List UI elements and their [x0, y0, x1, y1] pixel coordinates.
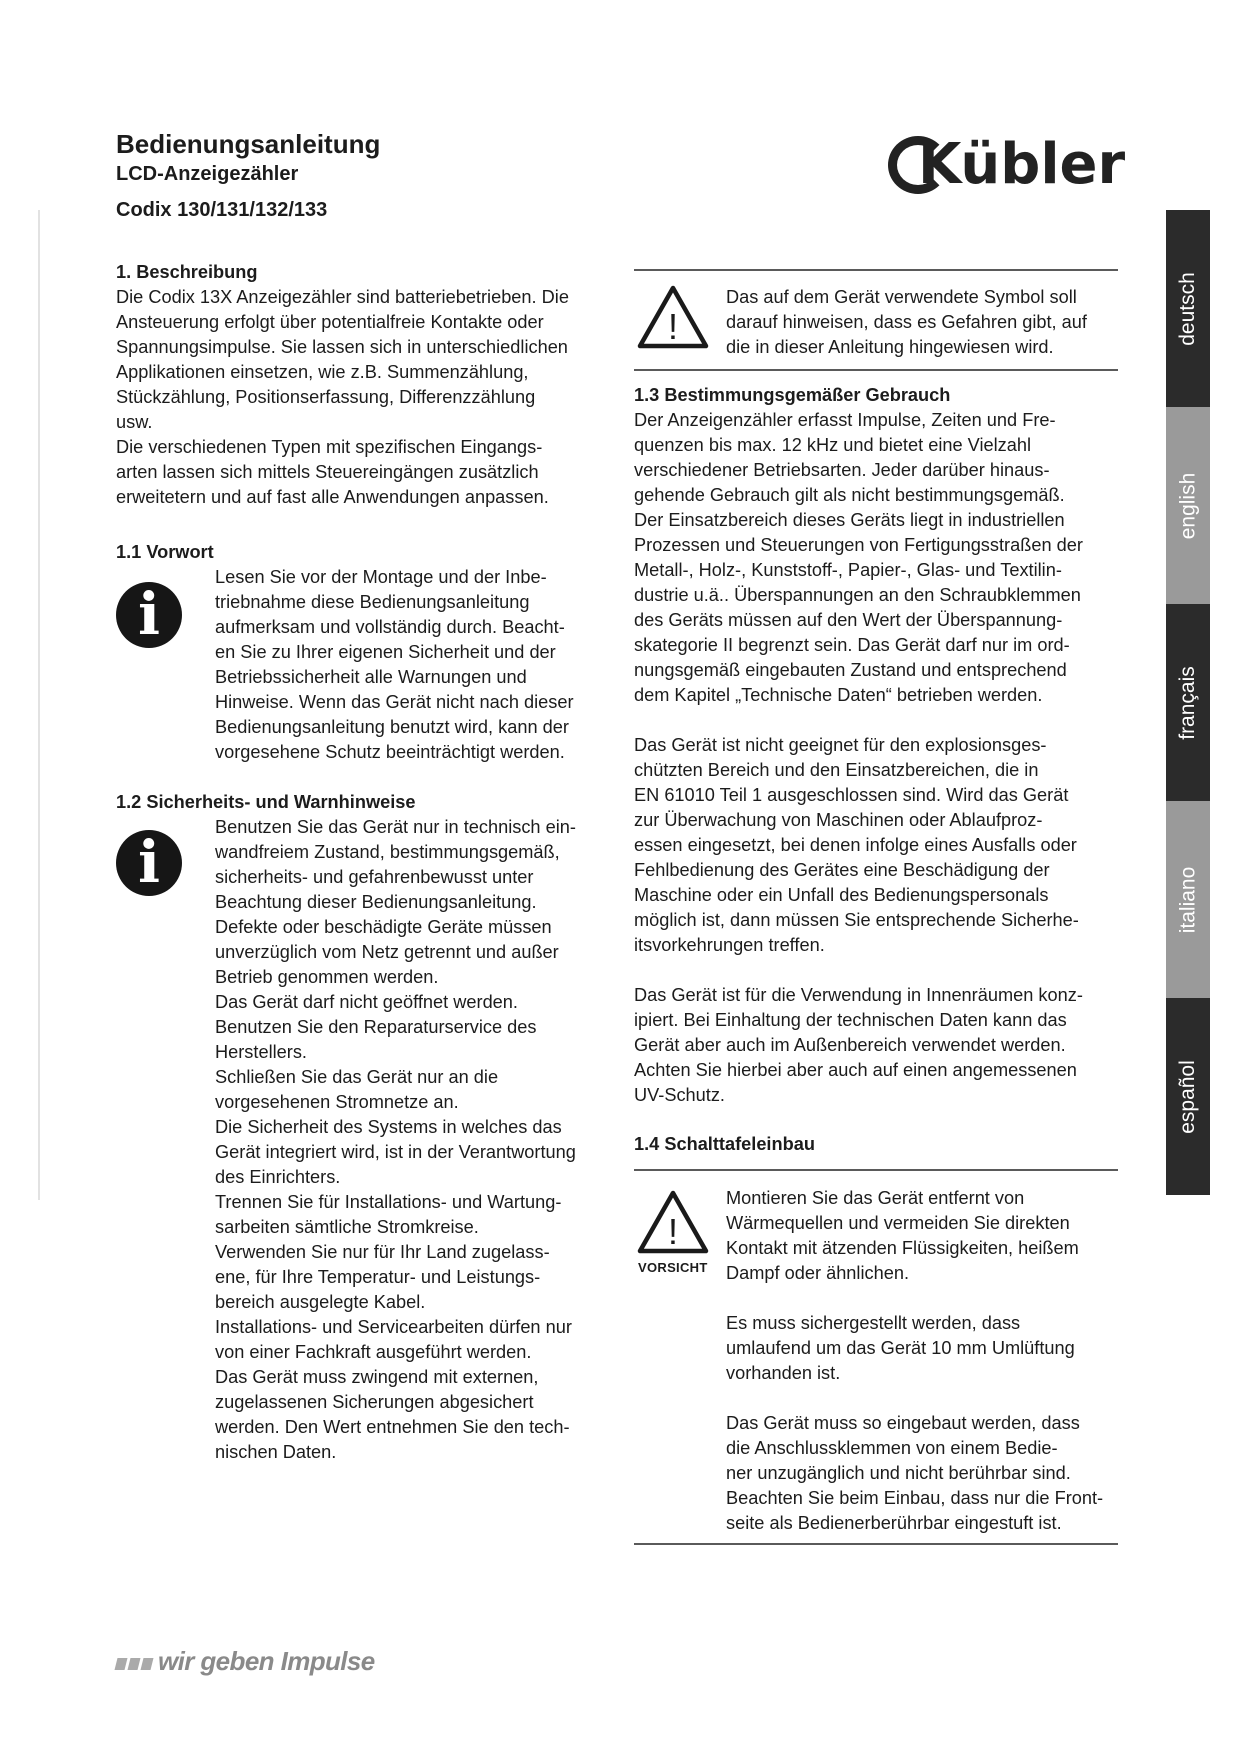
- text-line: Maschine oder ein Unfall des Bedienungspersonals: [634, 885, 1049, 905]
- language-tab-0[interactable]: [1166, 210, 1210, 407]
- text-line: ipiert. Bei Einhaltung der technischen Daten kann das: [634, 1010, 1067, 1030]
- section-heading: 1.4 Schalttafeleinbau: [634, 1134, 815, 1154]
- language-tab-label: deutsch: [1176, 271, 1199, 346]
- text-line: Die verschiedenen Typen mit spezifischen Eingangs-: [116, 437, 543, 457]
- text-line: bereich ausgelegte Kabel.: [215, 1292, 426, 1312]
- text-line: EN 61010 Teil 1 ausgeschlossen sind. Wird das Gerät: [634, 785, 1069, 805]
- text-line: umlaufend um das Gerät 10 mm Umlüftung: [726, 1338, 1075, 1358]
- text-line: verschiedener Betriebsarten. Jeder darüber hinaus-: [634, 460, 1050, 480]
- text-line: Es muss sichergestellt werden, dass: [726, 1313, 1021, 1333]
- section-body: [634, 983, 1124, 1108]
- text-line: des Geräts müssen auf den Wert der Überspannung-: [634, 610, 1063, 630]
- text-line: Metall-, Holz-, Kunststoff-, Papier-, Glas- und Textilin-: [634, 560, 1062, 580]
- document-header: [116, 128, 380, 224]
- svg-text:!: !: [667, 1211, 679, 1252]
- text-line: dem Kapitel „Technische Daten“ betrieben werden.: [634, 685, 1043, 705]
- text-line: wandfreiem Zustand, bestimmungsgemäß,: [215, 842, 560, 862]
- text-line: unverzüglich vom Netz getrennt und außer: [215, 942, 559, 962]
- divider: [634, 1543, 1118, 1545]
- section-body: [726, 1311, 1126, 1386]
- text-line: gehende Gebrauch gilt als nicht bestimmungsgemäß.: [634, 485, 1065, 505]
- section-heading: 1.2 Sicherheits- und Warnhinweise: [116, 792, 416, 812]
- caution-label: VORSICHT: [638, 1260, 708, 1275]
- section-intended-use: [634, 383, 1124, 1108]
- section-description: [116, 260, 616, 510]
- text-line: Schließen Sie das Gerät nur an die: [215, 1067, 499, 1087]
- language-tab-2[interactable]: [1166, 604, 1210, 801]
- product-model: Codix 130/131/132/133: [116, 199, 328, 221]
- text-line: möglich ist, dann müssen Sie entsprechende Sicherhe-: [634, 910, 1079, 930]
- text-line: Achten Sie hierbei aber auch auf einen angemessenen: [634, 1060, 1077, 1080]
- document-subtitle: LCD-Anzeigezähler: [116, 163, 299, 185]
- text-line: Spannungsimpulse. Sie lassen sich in unterschiedlichen: [116, 337, 568, 357]
- text-line: Das Gerät ist für die Verwendung in Innenräumen konz-: [634, 985, 1083, 1005]
- text-line: Herstellers.: [215, 1042, 307, 1062]
- warning-icon: [636, 283, 710, 351]
- text-line: erweitetern und auf fast alle Anwendungen anpassen.: [116, 487, 549, 507]
- text-line: chützten Bereich und den Einsatzbereichen, die in: [634, 760, 1039, 780]
- text-line: Beachten Sie beim Einbau, dass nur die Front-: [726, 1488, 1104, 1508]
- text-line: ner unzugänglich und nicht berührbar sind.: [726, 1463, 1071, 1483]
- info-icon: i: [116, 582, 182, 648]
- text-line: Das Gerät muss so eingebaut werden, dass: [726, 1413, 1080, 1433]
- language-tab-3[interactable]: [1166, 801, 1210, 998]
- text-line: Das Gerät darf nicht geöffnet werden.: [215, 992, 518, 1012]
- text-line: die Anschlussklemmen von einem Bedie-: [726, 1438, 1058, 1458]
- section-body: [634, 408, 1124, 708]
- text-line: ene, für Ihre Temperatur- und Leistungs-: [215, 1267, 541, 1287]
- text-line: Der Anzeigenzähler erfasst Impulse, Zeiten und Fre-: [634, 410, 1056, 430]
- section-heading: 1. Beschreibung: [116, 262, 258, 282]
- text-line: Hinweise. Wenn das Gerät nicht nach dieser: [215, 692, 574, 712]
- text-line: Dampf oder ähnlichen.: [726, 1263, 909, 1283]
- text-line: sicherheits- und gefahrenbewusst unter: [215, 867, 534, 887]
- text-line: Das Gerät muss zwingend mit externen,: [215, 1367, 539, 1387]
- text-line: die in dieser Anleitung hingewiesen wird.: [726, 337, 1054, 357]
- svg-text:!: !: [667, 306, 679, 347]
- section-body: [726, 1411, 1126, 1536]
- warning-note: [726, 285, 1126, 360]
- text-line: Die Codix 13X Anzeigezähler sind batteriebetrieben. Die: [116, 287, 569, 307]
- text-line: werden. Den Wert entnehmen Sie den tech-: [215, 1417, 570, 1437]
- text-line: Wärmequellen und vermeiden Sie direkten: [726, 1213, 1070, 1233]
- section-heading: 1.3 Bestimmungsgemäßer Gebrauch: [634, 385, 951, 405]
- text-line: darauf hinweisen, dass es Gefahren gibt, auf: [726, 312, 1087, 332]
- foreword-body: [215, 565, 615, 765]
- text-line: Trennen Sie für Installations- und Wartung-: [215, 1192, 562, 1212]
- logo-text: Kübler: [918, 132, 1126, 197]
- text-line: des Einrichters.: [215, 1167, 341, 1187]
- divider: [634, 269, 1118, 271]
- section-body: [726, 1186, 1126, 1286]
- text-line: Betrieb genommen werden.: [215, 967, 439, 987]
- language-tabs: [1166, 210, 1210, 1195]
- language-tab-label: français: [1176, 665, 1199, 740]
- section-heading: 1.1 Vorwort: [116, 542, 214, 562]
- text-line: Applikationen einsetzen, wie z.B. Summenzählung,: [116, 362, 529, 382]
- text-line: Prozessen und Steuerungen von Fertigungsstraßen der: [634, 535, 1083, 555]
- text-line: Gerät integriert wird, ist in der Verantwortung: [215, 1142, 576, 1162]
- text-line: UV-Schutz.: [634, 1085, 725, 1105]
- text-line: essen eingesetzt, bei denen infolge eines Ausfalls oder: [634, 835, 1077, 855]
- text-line: Der Einsatzbereich dieses Geräts liegt in industriellen: [634, 510, 1065, 530]
- text-line: Bedienungsanleitung benutzt wird, kann der: [215, 717, 569, 737]
- section-body: [116, 285, 616, 510]
- text-line: Lesen Sie vor der Montage und der Inbe-: [215, 567, 547, 587]
- safety-body: [215, 815, 615, 1465]
- info-icon: i: [116, 830, 182, 896]
- text-line: Beachtung dieser Bedienungsanleitung.: [215, 892, 537, 912]
- text-line: skategorie II begrenzt sein. Das Gerät darf nur im ord-: [634, 635, 1070, 655]
- kuebler-logo: [888, 130, 1128, 200]
- footer-bars-icon: [116, 1658, 152, 1670]
- text-line: itsvorkehrungen treffen.: [634, 935, 825, 955]
- language-tab-1[interactable]: [1166, 407, 1210, 604]
- language-tab-4[interactable]: [1166, 998, 1210, 1195]
- text-line: Benutzen Sie das Gerät nur in technisch ein-: [215, 817, 576, 837]
- divider: [634, 369, 1118, 371]
- text-line: nungsgemäß eingebauten Zustand und entsprechend: [634, 660, 1067, 680]
- text-line: von einer Fachkraft ausgeführt werden.: [215, 1342, 532, 1362]
- text-line: Verwenden Sie nur für Ihr Land zugelass-: [215, 1242, 550, 1262]
- text-line: Stückzählung, Positionserfassung, Differenzzählung: [116, 387, 536, 407]
- text-line: Defekte oder beschädigte Geräte müssen: [215, 917, 552, 937]
- section-panel-mounting: [634, 1132, 1124, 1157]
- language-tab-label: english: [1176, 472, 1199, 539]
- footer-slogan: wir geben Impulse: [158, 1646, 375, 1676]
- text-line: Kontakt mit ätzenden Flüssigkeiten, heißem: [726, 1238, 1079, 1258]
- text-line: nischen Daten.: [215, 1442, 337, 1462]
- text-line: dustrie u.ä.. Überspannungen an den Schraubklemmen: [634, 585, 1081, 605]
- margin-line: [38, 210, 40, 1200]
- divider: [634, 1169, 1118, 1171]
- text-line: vorgesehenen Stromnetze an.: [215, 1092, 459, 1112]
- text-line: Das auf dem Gerät verwendete Symbol soll: [726, 287, 1077, 307]
- text-line: Fehlbedienung des Gerätes eine Beschädigung der: [634, 860, 1050, 880]
- section-safety: [116, 790, 616, 815]
- language-tab-label: italiano: [1176, 866, 1199, 933]
- text-line: seite als Bedienerberührbar eingestuft ist.: [726, 1513, 1062, 1533]
- text-line: Benutzen Sie den Reparaturservice des: [215, 1017, 537, 1037]
- text-line: Installations- und Servicearbeiten dürfen nur: [215, 1317, 572, 1337]
- text-line: Betriebssicherheit alle Warnungen und: [215, 667, 527, 687]
- text-line: Montieren Sie das Gerät entfernt von: [726, 1188, 1025, 1208]
- text-line: sarbeiten sämtliche Stromkreise.: [215, 1217, 479, 1237]
- text-line: zur Überwachung von Maschinen oder Ablaufproz-: [634, 810, 1043, 830]
- text-line: usw.: [116, 412, 153, 432]
- text-line: Gerät aber auch im Außenbereich verwendet werden.: [634, 1035, 1066, 1055]
- text-line: Ansteuerung erfolgt über potentialfreie Kontakte oder: [116, 312, 544, 332]
- text-line: vorhanden ist.: [726, 1363, 841, 1383]
- document-title: Bedienungsanleitung: [116, 129, 381, 159]
- text-line: quenzen bis max. 12 kHz und bietet eine Vielzahl: [634, 435, 1032, 455]
- text-line: en Sie zu Ihrer eigenen Sicherheit und der: [215, 642, 556, 662]
- section-body: [634, 733, 1124, 958]
- text-line: Das Gerät ist nicht geeignet für den explosionsges-: [634, 735, 1047, 755]
- text-line: arten lassen sich mittels Steuereingängen zusätzlich: [116, 462, 539, 482]
- section-foreword: [116, 540, 616, 565]
- text-line: Die Sicherheit des Systems in welches das: [215, 1117, 562, 1137]
- caution-icon: [636, 1188, 710, 1256]
- text-line: vorgesehene Schutz beeinträchtigt werden.: [215, 742, 565, 762]
- text-line: triebnahme diese Bedienungsanleitung: [215, 592, 530, 612]
- text-line: aufmerksam und vollständig durch. Beacht-: [215, 617, 565, 637]
- panel-mounting-body: [726, 1186, 1126, 1536]
- language-tab-label: español: [1176, 1059, 1199, 1134]
- text-line: zugelassenen Sicherungen abgesichert: [215, 1392, 534, 1412]
